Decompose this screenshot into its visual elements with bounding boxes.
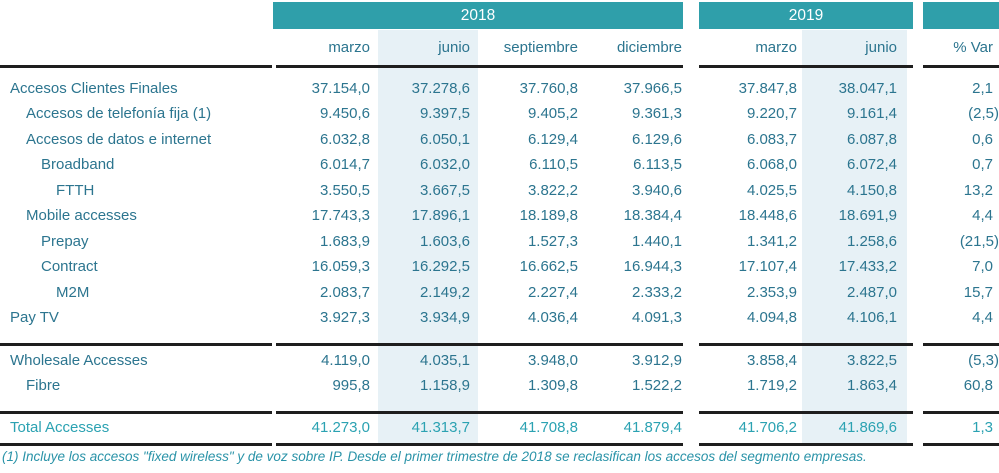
row-label: Contract [41, 258, 98, 275]
cell-junio-2019: 4.150,8 [846, 181, 897, 199]
cell-marzo-2019: 37.847,8 [738, 79, 797, 97]
cell-junio-2018: 4.035,1 [419, 351, 470, 369]
cell-pct-var: 13,2 [963, 181, 993, 199]
table-row [0, 152, 999, 178]
cell-marzo-2018: 6.014,7 [319, 156, 370, 173]
cell-septiembre-2018: 6.129,4 [527, 130, 578, 148]
cell-diciembre-2018: 3.940,6 [631, 181, 682, 199]
cell-junio-2018: 6.032,0 [419, 156, 470, 173]
cell-marzo-2018: 9.450,6 [319, 105, 370, 122]
cell-pct-var: 15,7 [963, 283, 993, 301]
cell-diciembre-2018: 6.129,6 [631, 130, 682, 148]
cell-marzo-2019: 2.353,9 [746, 283, 797, 301]
cell-pct-var: 0,7 [972, 156, 993, 173]
cell-junio-2018: 6.050,1 [419, 130, 470, 148]
row-label: Broadband [41, 156, 115, 173]
column-header-septiembre-2018: septiembre [503, 39, 578, 56]
cell-septiembre-2018: 1.527,3 [527, 232, 578, 250]
cell-junio-2019: 41.869,6 [838, 419, 897, 436]
row-label: Accesos de telefonía fija (1) [26, 105, 212, 122]
cell-marzo-2019: 6.068,0 [746, 156, 797, 173]
cell-septiembre-2018: 1.309,8 [527, 377, 578, 394]
cell-marzo-2018: 2.083,7 [319, 283, 370, 301]
cell-diciembre-2018: 41.879,4 [623, 419, 682, 436]
cell-marzo-2018: 37.154,0 [311, 79, 370, 97]
cell-septiembre-2018: 18.189,8 [519, 207, 578, 224]
cell-junio-2018: 2.149,2 [419, 283, 470, 301]
cell-diciembre-2018: 3.912,9 [631, 351, 682, 369]
cell-septiembre-2018: 4.036,4 [527, 309, 578, 326]
row-label: Wholesale Accesses [10, 351, 148, 369]
cell-junio-2018: 1.603,6 [419, 232, 470, 250]
cell-diciembre-2018: 9.361,3 [631, 105, 682, 122]
cell-septiembre-2018: 3.822,2 [527, 181, 578, 199]
column-header-diciembre-2018: diciembre [616, 39, 682, 56]
cell-pct-var: 2,1 [972, 79, 993, 97]
cell-diciembre-2018: 1.440,1 [631, 232, 682, 250]
cell-marzo-2019: 1.341,2 [746, 232, 797, 250]
cell-marzo-2018: 16.059,3 [311, 258, 370, 275]
table-row [0, 280, 999, 306]
cell-junio-2018: 3.934,9 [419, 309, 470, 326]
cell-pct-var: (21,5) [959, 232, 999, 250]
cell-marzo-2018: 3.927,3 [319, 309, 370, 326]
cell-pct-var: 7,0 [972, 258, 993, 275]
cell-junio-2018: 3.667,5 [419, 181, 470, 199]
cell-diciembre-2018: 16.944,3 [623, 258, 682, 275]
table-row [0, 254, 999, 280]
cell-diciembre-2018: 37.966,5 [623, 79, 682, 97]
table-row [0, 127, 999, 153]
cell-diciembre-2018: 4.091,3 [631, 309, 682, 326]
row-label: M2M [56, 283, 90, 301]
cell-pct-var: 4,4 [972, 207, 993, 224]
cell-marzo-2018: 995,8 [332, 377, 370, 394]
year-label-2018: 2018 [460, 7, 496, 24]
cell-marzo-2018: 3.550,5 [319, 181, 370, 199]
row-label: Fibre [26, 377, 61, 394]
cell-marzo-2018: 41.273,0 [311, 419, 370, 436]
row-label: Prepay [41, 232, 89, 250]
footnote: (1) Incluye los accesos "fixed wireless" y de voz sobre IP. Desde el primer trimestre de 2018 se reclasifican los accesos del segmento empresas. [2, 449, 867, 464]
table-row [0, 373, 999, 399]
cell-junio-2019: 38.047,1 [838, 79, 897, 97]
table-row [0, 415, 999, 441]
column-header-marzo-2018: marzo [328, 39, 370, 56]
cell-marzo-2018: 17.743,3 [311, 207, 370, 224]
cell-junio-2019: 17.433,2 [838, 258, 897, 275]
column-header-junio-2019: junio [865, 39, 897, 56]
cell-junio-2019: 4.106,1 [846, 309, 897, 326]
cell-junio-2019: 6.072,4 [846, 156, 897, 173]
cell-marzo-2019: 3.858,4 [746, 351, 797, 369]
cell-pct-var: (5,3) [968, 351, 999, 369]
row-label: Mobile accesses [26, 207, 137, 224]
cell-junio-2018: 37.278,6 [411, 79, 470, 97]
table-row [0, 101, 999, 127]
cell-septiembre-2018: 9.405,2 [527, 105, 578, 122]
cell-septiembre-2018: 3.948,0 [527, 351, 578, 369]
cell-junio-2019: 18.691,9 [838, 207, 897, 224]
cell-junio-2019: 9.161,4 [846, 105, 897, 122]
cell-junio-2019: 3.822,5 [846, 351, 897, 369]
cell-pct-var: (2,5) [968, 105, 999, 122]
cell-pct-var: 60,8 [963, 377, 993, 394]
cell-septiembre-2018: 6.110,5 [529, 156, 578, 173]
cell-marzo-2019: 1.719,2 [746, 377, 797, 394]
cell-marzo-2019: 9.220,7 [746, 105, 797, 122]
row-label: Total Accesses [10, 419, 110, 436]
cell-junio-2019: 6.087,8 [846, 130, 897, 148]
cell-marzo-2019: 4.025,5 [746, 181, 797, 199]
cell-marzo-2018: 6.032,8 [319, 130, 370, 148]
cell-junio-2018: 41.313,7 [411, 419, 470, 436]
column-header-junio-2018: junio [438, 39, 470, 56]
table-row [0, 348, 999, 374]
table-row [0, 229, 999, 255]
row-label: FTTH [56, 181, 95, 199]
column-header-pct-var: % Var [953, 39, 993, 56]
cell-junio-2018: 9.397,5 [419, 105, 470, 122]
cell-marzo-2019: 41.706,2 [738, 419, 797, 436]
cell-septiembre-2018: 16.662,5 [519, 258, 578, 275]
cell-junio-2019: 1.258,6 [846, 232, 897, 250]
table-row [0, 178, 999, 204]
cell-pct-var: 1,3 [972, 419, 993, 436]
header-rule [0, 65, 999, 68]
total-section-rule [0, 411, 999, 414]
cell-pct-var: 0,6 [972, 130, 993, 148]
cell-marzo-2019: 6.083,7 [746, 130, 797, 148]
cell-diciembre-2018: 18.384,4 [623, 207, 682, 224]
wholesale-section-rule [0, 343, 999, 346]
cell-marzo-2019: 17.107,4 [738, 258, 797, 275]
row-label: Accesos Clientes Finales [10, 79, 178, 97]
cell-marzo-2018: 4.119,0 [321, 351, 370, 369]
cell-septiembre-2018: 37.760,8 [519, 79, 578, 97]
cell-diciembre-2018: 1.522,2 [631, 377, 682, 394]
column-header-marzo-2019: marzo [755, 39, 797, 56]
cell-diciembre-2018: 2.333,2 [631, 283, 682, 301]
cell-pct-var: 4,4 [972, 309, 993, 326]
cell-septiembre-2018: 41.708,8 [519, 419, 578, 436]
cell-marzo-2018: 1.683,9 [319, 232, 370, 250]
table-row [0, 305, 999, 331]
cell-diciembre-2018: 6.113,5 [633, 156, 682, 173]
bottom-rule [0, 443, 999, 446]
cell-junio-2018: 16.292,5 [411, 258, 470, 275]
cell-junio-2018: 1.158,9 [419, 377, 470, 394]
cell-junio-2018: 17.896,1 [411, 207, 470, 224]
cell-junio-2019: 1.863,4 [846, 377, 897, 394]
table-row [0, 203, 999, 229]
cell-marzo-2019: 4.094,8 [746, 309, 797, 326]
row-label: Accesos de datos e internet [26, 130, 212, 148]
table-row [0, 76, 999, 102]
year-label-2019: 2019 [788, 7, 824, 24]
cell-septiembre-2018: 2.227,4 [527, 283, 578, 301]
cell-marzo-2019: 18.448,6 [738, 207, 797, 224]
row-label: Pay TV [10, 309, 59, 326]
cell-junio-2019: 2.487,0 [846, 283, 897, 301]
